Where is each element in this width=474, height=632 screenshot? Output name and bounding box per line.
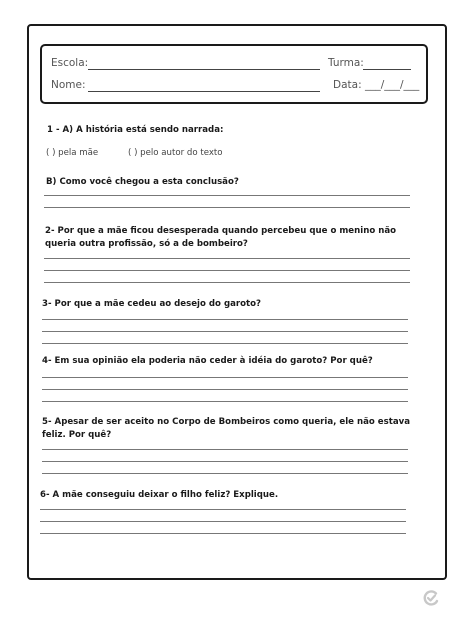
answer-line[interactable] (42, 389, 408, 390)
turma-field[interactable] (363, 69, 411, 70)
answer-line[interactable] (40, 521, 406, 522)
question-5: 5- Apesar de ser aceito no Corpo de Bombeiros como queria, ele não estava feliz. Por quê? (42, 417, 411, 440)
escola-label: Escola: (51, 57, 89, 69)
answer-line[interactable] (44, 207, 410, 208)
question-3: 3- Por que a mãe cedeu ao desejo do garoto? (42, 299, 262, 309)
question-4: 4- Em sua opinião ela poderia não ceder à idéia do garoto? Por quê? (42, 356, 373, 366)
question-1b: B) Como você chegou a esta conclusão? (46, 177, 239, 187)
answer-line[interactable] (44, 270, 410, 271)
turma-label: Turma: (328, 57, 364, 69)
student-info-box (40, 44, 428, 104)
question-2: 2- Por que a mãe ficou desesperada quando percebeu que o menino não queria outra profissão, só a de bombeiro? (45, 226, 397, 249)
answer-line[interactable] (42, 377, 408, 378)
option-pelo-autor[interactable]: ( ) pelo autor do texto (128, 148, 223, 158)
answer-line[interactable] (44, 195, 410, 196)
option-pela-mae[interactable]: ( ) pela mãe (46, 148, 99, 158)
answer-line[interactable] (42, 461, 408, 462)
answer-line[interactable] (40, 509, 406, 510)
nome-field[interactable] (88, 91, 320, 92)
answer-line[interactable] (42, 331, 408, 332)
answer-line[interactable] (42, 319, 408, 320)
answer-line[interactable] (42, 343, 408, 344)
question-1a: 1 - A) A história está sendo narrada: (47, 125, 224, 135)
answer-line[interactable] (44, 282, 410, 283)
brand-logo-icon (422, 589, 440, 607)
data-label: Data: ___/___/___ (333, 79, 420, 91)
escola-field[interactable] (88, 69, 320, 70)
answer-line[interactable] (42, 401, 408, 402)
question-6: 6- A mãe conseguiu deixar o filho feliz? Explique. (40, 490, 279, 500)
answer-line[interactable] (44, 258, 410, 259)
answer-line[interactable] (42, 473, 408, 474)
nome-label: Nome: (51, 79, 86, 91)
answer-line[interactable] (40, 533, 406, 534)
answer-line[interactable] (42, 449, 408, 450)
